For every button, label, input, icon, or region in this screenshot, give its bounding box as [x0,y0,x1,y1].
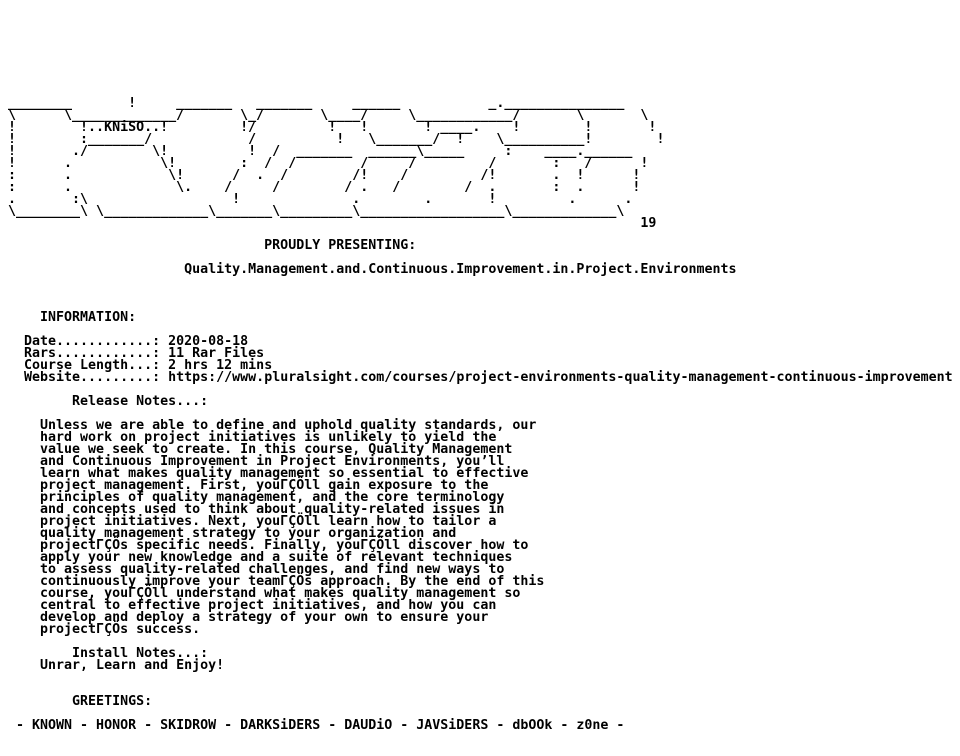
info-value: 11 Rar Files [168,346,265,361]
release-notes-text: Unless we are able to define and uphold quality standards, our hard work on project initiatives is unlikely to yield the value we seek to create. In this course, Quality Management and Continuous Improvement in Project Environments, you’ll learn what makes quality management so essential to effective project management. First, youΓÇÖll gain exposure to the principles of quality management, and the core terminology and concepts used to think about quality-related issues in project initiatives. Next, youΓÇÖll learn how to tailor a quality management strategy to your organization and projectΓÇÖs specific needs. Finally, youΓÇÖll discover how to apply your new knowledge and a suite of relevant techniques to assess quality-related challenges, and find new ways to continuously improve your teamΓÇÖs approach. By the end of this course, youΓÇÖll understand what makes quality management so central to effective project initiatives, and how you can develop and deploy a strategy of your own to ensure your projectΓÇÖs success. [40,418,545,637]
info-value: 2020-08-18 [168,334,249,349]
information-heading: INFORMATION: [8,310,137,325]
ascii-logo: ________ ! _______ _______ ______ _._______________ \ \_____________/ \_/ \____/ \____________/ \ \ ! !..KNiSO..! !/ ! ! ! ____. ! ! ! ! :_______/ / ! \_______/ ! \__________! ! ! ./ \! ! / _______ ______\_____ : ____.______ ! . \! : / / / / / : / ! : . \! / . / /! / /! . ! ! : . \. / / / . / / . : . ! . :\ ! . . ! . . \________\ \_____________\_______\_________\__________________\_____________\ 19 [8,96,665,231]
release-notes-heading: Release Notes...: [8,394,209,409]
info-label: Rars............: [8,346,161,361]
info-label: Date............: [8,334,161,349]
install-notes-heading: Install Notes...: [8,646,209,661]
info-value: 2 hrs 12 mins [168,358,273,373]
info-label: Course Length...: [8,358,161,373]
release-name: Quality.Management.and.Continuous.Improvement.in.Project.Environments [8,262,737,277]
greetings-heading: GREETINGS: [8,694,153,709]
information-list [8,336,953,384]
website-link[interactable]: https://www.pluralsight.com/courses/project-environments-quality-management-continuous-improvement [168,370,953,385]
presenting-heading: PROUDLY PRESENTING: [8,238,417,253]
install-notes-text: Unrar, Learn and Enjoy! [8,658,225,673]
info-row-website [8,372,953,384]
info-label: Website.........: [8,370,161,385]
greetings-list: - KNOWN - HONOR - SKIDROW - DARKSiDERS - DAUDiO - JAVSiDERS - dbOOk - z0ne - [8,718,625,733]
